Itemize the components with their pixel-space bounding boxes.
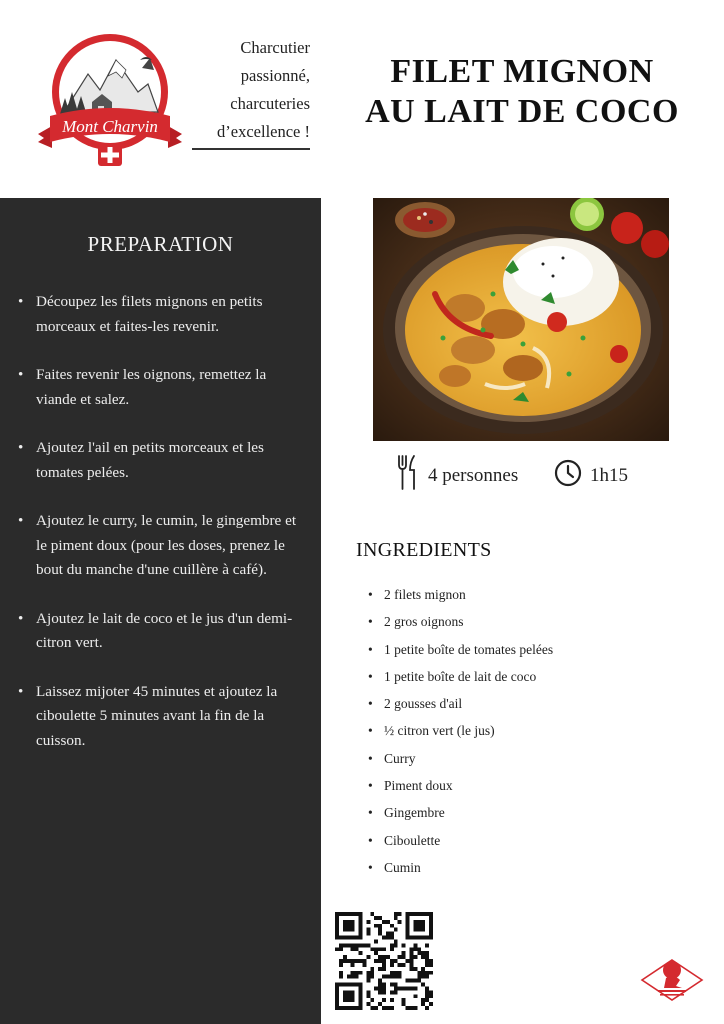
preparation-step: • Ajoutez le curry, le cumin, le gingembre et le piment doux (pour les doses, prenez le bout du manche d'une cuillère à café). — [18, 509, 310, 583]
ingredient-item: • 1 petite boîte de lait de coco — [368, 663, 553, 690]
prep-time-text: 1h15 — [590, 465, 628, 486]
ingredient-item: • 2 filets mignon — [368, 581, 553, 608]
prep-time — [554, 456, 628, 496]
artisan-logo — [640, 958, 704, 1006]
ingredient-item: • 2 gousses d'ail — [368, 690, 553, 717]
ingredient-item: • Cumin — [368, 854, 553, 881]
ingredient-item: • Ciboulette — [368, 827, 553, 854]
ingredient-item: • ½ citron vert (le jus) — [368, 717, 553, 744]
preparation-step: • Ajoutez l'ail en petits morceaux et les tomates pelées. — [18, 436, 310, 485]
preparation-panel — [0, 198, 321, 1024]
ingredient-item: • 2 gros oignons — [368, 608, 553, 635]
ingredients-heading: INGREDIENTS — [356, 539, 492, 561]
ingredients-list — [368, 581, 553, 881]
recipe-title — [342, 52, 702, 132]
brand-name: Mont Charvin — [62, 117, 158, 136]
tagline-line: d’excellence ! — [217, 122, 310, 141]
qr-code[interactable] — [335, 912, 433, 1010]
recipe-title-line-2: AU LAIT DE COCO — [365, 93, 679, 130]
preparation-step: • Laissez mijoter 45 minutes et ajoutez la ciboulette 5 minutes avant la fin de la cuisson. — [18, 680, 310, 754]
recipe-title-line-1: FILET MIGNON — [390, 53, 654, 90]
ingredient-item: • Piment doux — [368, 772, 553, 799]
recipe-info — [396, 456, 656, 496]
preparation-step: • Faites revenir les oignons, remettez la viande et salez. — [18, 363, 310, 412]
ingredient-item: • Gingembre — [368, 799, 553, 826]
clock-icon — [554, 459, 582, 493]
servings-text: 4 personnes — [428, 465, 519, 486]
dish-photo — [373, 198, 669, 441]
preparation-step: • Ajoutez le lait de coco et le jus d'un demi-citron vert. — [18, 607, 310, 656]
preparation-heading: PREPARATION — [87, 232, 234, 256]
ingredient-item: • Curry — [368, 745, 553, 772]
tagline-divider — [192, 148, 310, 150]
brand-logo — [30, 30, 190, 170]
preparation-step: • Découpez les filets mignons en petits morceaux et faites-les revenir. — [18, 290, 310, 339]
ingredient-item: • 1 petite boîte de tomates pelées — [368, 636, 553, 663]
tagline-line: Charcutier — [240, 38, 310, 57]
fork-knife-icon — [396, 454, 420, 498]
tagline-line: charcuteries — [230, 94, 310, 113]
tagline-line: passionné, — [240, 66, 310, 85]
preparation-steps — [18, 290, 310, 777]
servings — [396, 456, 518, 496]
brand-tagline — [190, 34, 310, 146]
